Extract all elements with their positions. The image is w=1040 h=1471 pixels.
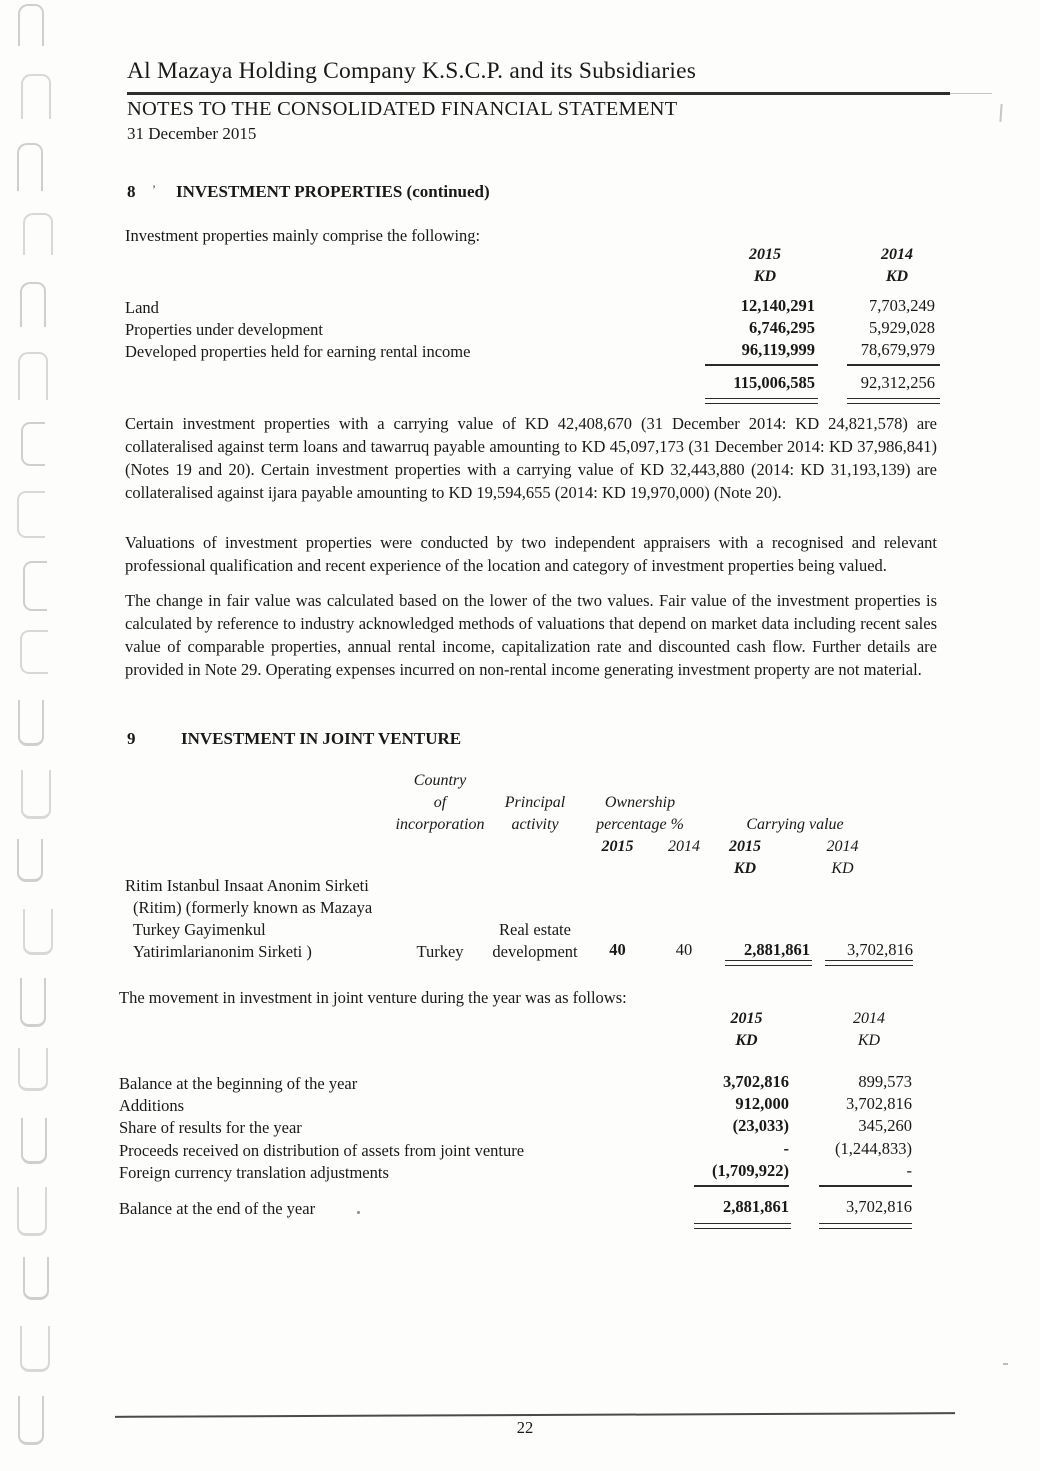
binding-mark xyxy=(20,1326,50,1372)
row-value-2015: 6,746,295 xyxy=(749,318,815,337)
jv-entity-name-line3: Turkey Gayimenkul xyxy=(133,920,266,939)
binding-mark xyxy=(20,630,48,674)
row-value-2014: 78,679,979 xyxy=(860,340,935,359)
scan-artifact xyxy=(1003,1363,1008,1365)
col-header-year-2015: 2015 xyxy=(730,1010,763,1027)
binding-mark xyxy=(20,282,46,327)
row-value-2014: 5,929,028 xyxy=(869,318,935,337)
table-row xyxy=(119,1139,931,1161)
section-9-number: 9 xyxy=(127,729,136,748)
row-value-2015: (1,709,922) xyxy=(712,1161,789,1180)
total-double-rule xyxy=(705,398,818,404)
jv-header-country-line3: incorporation xyxy=(395,816,485,833)
binding-mark xyxy=(17,491,45,538)
subtotal-rule xyxy=(705,364,818,366)
table-row xyxy=(125,296,937,318)
row-value-2014: 899,573 xyxy=(858,1072,912,1091)
jv-double-rule xyxy=(725,960,812,966)
paragraph-collateral: Certain investment properties with a carrying value of KD 42,408,670 (31 December 2014: KD 24,821,578) are collateralised against term loans and tawarruq payable amounting to KD 45,097,173 (31 December 2014: KD 37,986,841) (Notes 19 and 20). Certain investment properties with a carrying value of KD 32,443,880 (2014: KD 31,193,139) are collateralised against ijara payable amounting to KD 19,594,655 (2014: KD 19,970,000) (Note 20). xyxy=(125,414,937,502)
binding-mark xyxy=(23,213,53,255)
total-label: Balance at the end of the year xyxy=(119,1199,316,1218)
table-row xyxy=(119,1161,931,1183)
row-label: Additions xyxy=(119,1096,185,1115)
jv-header-carrying-2014: 2014 xyxy=(826,838,859,855)
jv-entity-name-line4: Yatirimlarianonim Sirketi ) xyxy=(133,942,312,961)
table-row xyxy=(119,1094,931,1116)
paragraph-valuations: Valuations of investment properties were conducted by two independent appraisers with a recognised and relevant professional qualification and recent experience of the location and category of investment properties being valued. xyxy=(125,533,937,575)
jv-header-unit-2015: KD xyxy=(733,860,757,877)
joint-venture-table xyxy=(125,772,937,972)
binding-mark xyxy=(17,1187,47,1236)
jv-header-carrying-value: Carrying value xyxy=(746,816,844,833)
row-value-2014: (1,244,833) xyxy=(835,1139,912,1158)
row-value-2015: 12,140,291 xyxy=(740,296,815,315)
total-value-2015: 2,881,861 xyxy=(723,1197,789,1216)
binding-mark xyxy=(21,1118,47,1164)
movement-intro: The movement in investment in joint venture during the year was as follows: xyxy=(119,988,627,1007)
row-value-2014: 345,260 xyxy=(858,1116,912,1135)
binding-mark xyxy=(18,700,44,746)
section-9-title: INVESTMENT IN JOINT VENTURE xyxy=(181,729,462,748)
row-value-2015: - xyxy=(783,1139,789,1158)
section-8-heading xyxy=(127,182,727,204)
jv-header-country-line2: of xyxy=(433,794,447,811)
jv-activity-line1: Real estate xyxy=(499,920,571,939)
row-value-2015: 3,702,816 xyxy=(723,1072,789,1091)
table-row xyxy=(119,1116,931,1138)
binding-mark xyxy=(23,561,47,611)
subtotal-rule xyxy=(694,1185,789,1187)
jv-header-ownership-line1: Ownership xyxy=(604,794,676,811)
investment-properties-table xyxy=(125,246,937,406)
binding-mark xyxy=(21,74,51,119)
jv-header-activity-line1: Principal xyxy=(504,794,566,811)
row-label: Foreign currency translation adjustments xyxy=(119,1163,389,1182)
jv-activity-line2: development xyxy=(492,942,578,961)
table-row xyxy=(125,318,937,340)
total-double-rule xyxy=(694,1223,791,1229)
jv-carrying-2015-value: 2,881,861 xyxy=(744,940,810,959)
scan-artifact xyxy=(999,104,1002,122)
binding-mark xyxy=(21,770,51,819)
subtotal-rule xyxy=(819,1185,912,1187)
binding-mark xyxy=(18,1396,44,1445)
table-total-row xyxy=(119,1197,931,1219)
row-label: Properties under development xyxy=(125,320,323,339)
binding-mark xyxy=(17,143,43,191)
jv-double-rule xyxy=(825,960,913,966)
document-date: 31 December 2015 xyxy=(127,124,257,143)
col-header-unit-2014: KD xyxy=(857,1032,881,1049)
binding-mark xyxy=(23,909,53,955)
page-number: 22 xyxy=(516,1418,534,1437)
jv-header-unit-2014: KD xyxy=(831,860,854,877)
row-label: Land xyxy=(125,298,159,317)
col-header-year-2014: 2014 xyxy=(853,1010,885,1027)
jv-header-country-line1: Country xyxy=(413,772,467,789)
section-9-heading xyxy=(127,729,727,751)
binding-mark xyxy=(18,352,48,400)
row-label: Share of results for the year xyxy=(119,1118,302,1137)
jv-header-ownership-2015: 2015 xyxy=(601,838,634,855)
binding-mark xyxy=(17,839,43,882)
document-title: NOTES TO THE CONSOLIDATED FINANCIAL STATEMENT xyxy=(127,98,678,120)
row-label: Proceeds received on distribution of assets from joint venture xyxy=(119,1141,525,1160)
jv-header-ownership-line2: percentage % xyxy=(596,816,684,833)
section-8-title: INVESTMENT PROPERTIES (continued) xyxy=(176,182,490,201)
table-row xyxy=(125,340,937,362)
binding-mark xyxy=(18,4,44,46)
row-label: Developed properties held for earning rental income xyxy=(125,342,471,361)
col-header-unit-2015: KD xyxy=(735,1032,758,1049)
row-value-2015: 912,000 xyxy=(735,1094,789,1113)
jv-header-activity-line2: activity xyxy=(511,816,559,833)
jv-country-value: Turkey xyxy=(416,942,464,961)
jv-ownership-2015-value: 40 xyxy=(609,940,626,959)
row-value-2014: - xyxy=(906,1161,912,1180)
row-value-2014: 7,703,249 xyxy=(869,296,935,315)
col-header-unit-2014: KD xyxy=(885,268,909,285)
binding-mark xyxy=(23,1257,49,1300)
header-rule-faint-extension xyxy=(950,93,992,94)
col-header-unit-2015: KD xyxy=(753,268,777,285)
section-8-scan-mark: ’ xyxy=(152,182,156,196)
subtotal-rule xyxy=(847,364,940,366)
table-total-row xyxy=(125,373,937,395)
jv-carrying-2014-value: 3,702,816 xyxy=(847,940,913,959)
total-double-rule xyxy=(819,1223,912,1229)
row-label: Balance at the beginning of the year xyxy=(119,1074,358,1093)
header-rule xyxy=(127,92,950,95)
total-double-rule xyxy=(847,398,940,404)
jv-header-carrying-2015: 2015 xyxy=(729,838,761,855)
col-header-year-2014: 2014 xyxy=(881,246,913,263)
footer-rule xyxy=(115,1412,955,1418)
section-8-number: 8 xyxy=(127,182,136,201)
total-value-2015: 115,006,585 xyxy=(733,373,815,392)
section-8-intro: Investment properties mainly comprise the following: xyxy=(125,226,481,245)
row-value-2015: 96,119,999 xyxy=(741,340,815,359)
jv-entity-name-line2: (Ritim) (formerly known as Mazaya xyxy=(133,898,373,917)
row-value-2015: (23,033) xyxy=(732,1116,789,1135)
total-value-2014: 92,312,256 xyxy=(860,373,935,392)
col-header-year-2015: 2015 xyxy=(749,246,781,263)
jv-ownership-2014-value: 40 xyxy=(675,940,693,959)
table-row xyxy=(119,1072,931,1094)
jv-header-ownership-2014: 2014 xyxy=(668,838,700,855)
company-name: Al Mazaya Holding Company K.S.C.P. and its Subsidiaries xyxy=(127,58,697,84)
movement-table xyxy=(119,1008,931,1238)
row-value-2014: 3,702,816 xyxy=(846,1094,912,1113)
paragraph-fair-value: The change in fair value was calculated based on the lower of the two values. Fair value of the investment properties is calculated by reference to industry acknowledged methods of valuations that depend on market data including recent sales value of comparable properties, annual rental income, capitalization rate and discounted cash flow. Further details are provided in Note 29. Operating expenses incurred on non-rental income generating investment property are not material. xyxy=(125,591,937,679)
total-value-2014: 3,702,816 xyxy=(846,1197,912,1216)
binding-mark xyxy=(20,978,46,1027)
binding-mark xyxy=(21,422,45,466)
binding-mark xyxy=(18,1048,48,1091)
jv-entity-name-line1: Ritim Istanbul Insaat Anonim Sirketi xyxy=(125,876,369,895)
